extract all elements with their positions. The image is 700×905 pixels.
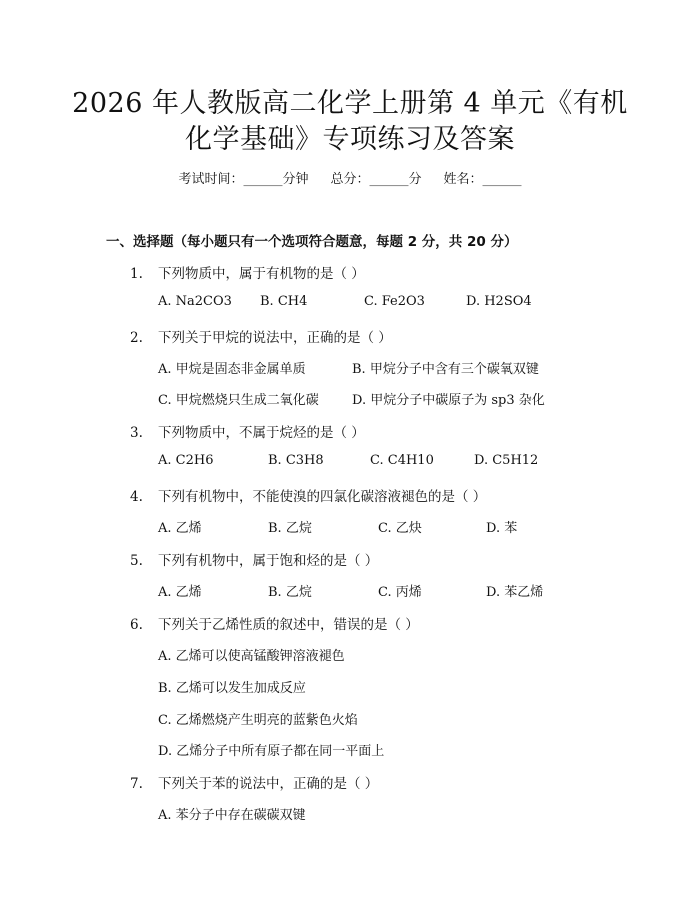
section-heading: 一、选择题（每小题只有一个选项符合题意，每题 2 分，共 20 分） bbox=[106, 234, 518, 250]
question-number: 4. bbox=[130, 489, 143, 505]
option-c: C. Fe2O3 bbox=[364, 294, 425, 309]
question-stem: 下列物质中，属于有机物的是（ ） bbox=[158, 266, 365, 282]
option-a: A. 乙烯可以使高锰酸钾溶液褪色 bbox=[158, 649, 345, 664]
question-number: 1. bbox=[130, 266, 143, 282]
question-1 bbox=[130, 262, 365, 282]
question-stem: 下列关于苯的说法中，正确的是（ ） bbox=[158, 776, 379, 792]
question-stem: 下列有机物中，属于饱和烃的是（ ） bbox=[158, 553, 379, 569]
question-6 bbox=[130, 613, 419, 633]
option-b: B. 甲烷分子中含有三个碳氧双键 bbox=[352, 362, 539, 377]
question-stem: 下列物质中，不属于烷烃的是（ ） bbox=[158, 425, 365, 441]
option-c: C. 乙炔 bbox=[378, 521, 422, 536]
question-2 bbox=[130, 326, 392, 346]
option-a: A. 甲烷是固态非金属单质 bbox=[158, 362, 306, 377]
option-d: D. 苯乙烯 bbox=[486, 585, 544, 600]
question-number: 6. bbox=[130, 617, 143, 633]
option-d: D. 乙烯分子中所有原子都在同一平面上 bbox=[158, 744, 385, 759]
student-name-field: 姓名：______ bbox=[443, 172, 522, 187]
question-number: 3. bbox=[130, 425, 143, 441]
option-c: C. 甲烷燃烧只生成二氧化碳 bbox=[158, 393, 319, 408]
option-d: D. 苯 bbox=[486, 521, 518, 536]
question-3 bbox=[130, 421, 365, 441]
question-number: 2. bbox=[130, 330, 143, 346]
option-a: A. 苯分子中存在碳碳双键 bbox=[158, 808, 306, 823]
option-b: B. 乙烷 bbox=[268, 521, 312, 536]
option-b: B. CH4 bbox=[260, 294, 308, 309]
question-stem: 下列有机物中，不能使溴的四氯化碳溶液褪色的是（ ） bbox=[158, 489, 487, 505]
exam-time-field: 考试时间：______分钟 bbox=[178, 172, 309, 187]
question-stem: 下列关于乙烯性质的叙述中，错误的是（ ） bbox=[158, 617, 419, 633]
option-c: C. 丙烯 bbox=[378, 585, 422, 600]
option-b: B. 乙烯可以发生加成反应 bbox=[158, 681, 306, 696]
question-5 bbox=[130, 549, 378, 569]
option-b: B. 乙烷 bbox=[268, 585, 312, 600]
option-b: B. C3H8 bbox=[268, 453, 324, 468]
option-a: A. C2H6 bbox=[158, 453, 214, 468]
exam-meta bbox=[0, 168, 700, 187]
option-d: D. C5H12 bbox=[474, 453, 539, 468]
question-7 bbox=[130, 772, 378, 792]
option-d: D. 甲烷分子中碳原子为 sp3 杂化 bbox=[352, 393, 545, 408]
page-title-line-1: 2026 年人教版高二化学上册第 4 单元《有机 bbox=[72, 88, 628, 119]
question-number: 5. bbox=[130, 553, 143, 569]
option-c: C. C4H10 bbox=[370, 453, 434, 468]
question-stem: 下列关于甲烷的说法中，正确的是（ ） bbox=[158, 330, 392, 346]
option-a: A. Na2CO3 bbox=[158, 294, 232, 309]
total-score-field: 总分：______分 bbox=[330, 172, 422, 187]
question-4 bbox=[130, 485, 486, 505]
option-a: A. 乙烯 bbox=[158, 585, 202, 600]
page-title-line-2: 化学基础》专项练习及答案 bbox=[185, 124, 515, 155]
option-c: C. 乙烯燃烧产生明亮的蓝紫色火焰 bbox=[158, 713, 358, 728]
question-number: 7. bbox=[130, 776, 143, 792]
option-d: D. H2SO4 bbox=[466, 294, 532, 309]
option-a: A. 乙烯 bbox=[158, 521, 202, 536]
